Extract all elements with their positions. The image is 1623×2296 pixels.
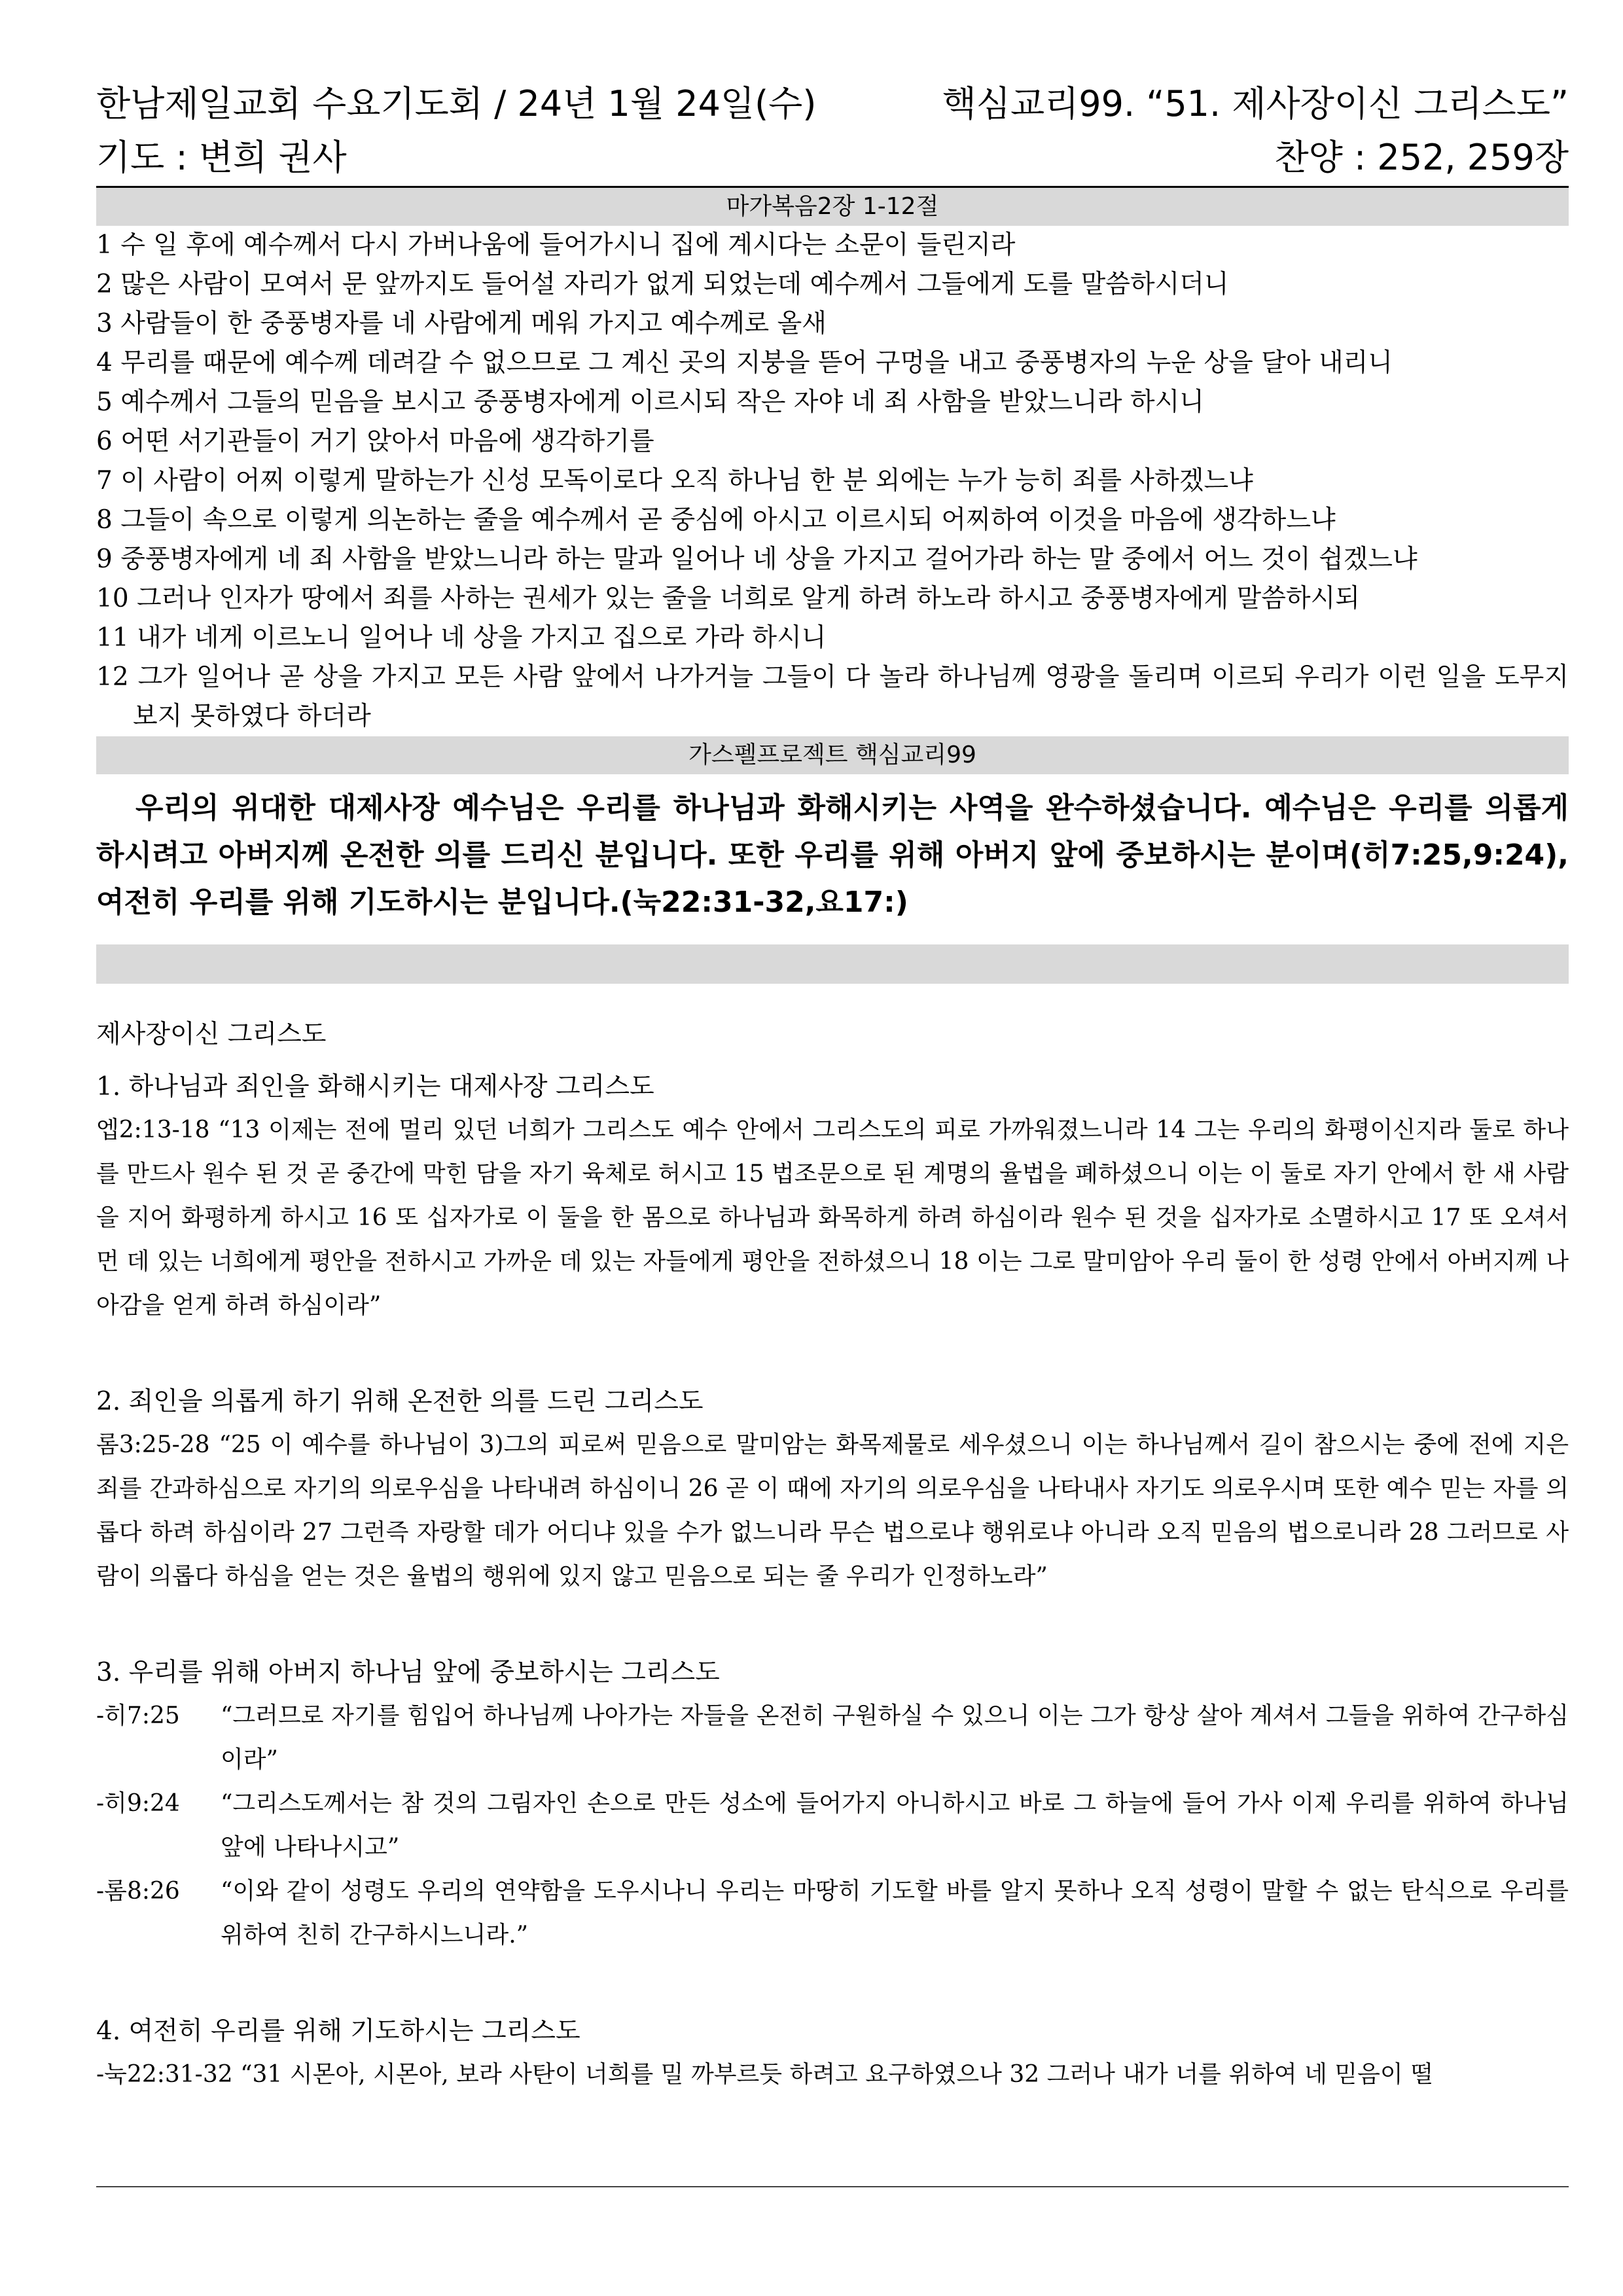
footer-divider xyxy=(96,2186,1569,2187)
reference-label: -롬8:26 xyxy=(96,1878,180,1905)
verse: 2 많은 사람이 모여서 문 앞까지도 들어설 자리가 없게 되었는데 예수께서 그들에게 도를 말씀하시더니 xyxy=(96,270,1229,299)
doctrine-title: 핵심교리99. “51. 제사장이신 그리스도” xyxy=(942,83,1569,124)
verse: 5 예수께서 그들의 믿음을 보시고 중풍병자에게 이르시되 작은 자야 네 죄 사함을 받았느니라 하시니 xyxy=(96,387,1204,417)
empty-band xyxy=(96,944,1569,984)
header-left xyxy=(96,77,816,131)
study-title: 제사장이신 그리스도 xyxy=(96,1020,327,1049)
scripture-title-band: 마가복음2장 1-12절 xyxy=(96,188,1569,226)
prayer-leader: 기도 : 변희 권사 xyxy=(96,137,347,178)
verse: 1 수 일 후에 예수께서 다시 가버나움에 들어가시니 집에 계시다는 소문이 들린지라 xyxy=(96,230,1016,260)
hymn-numbers: 찬양 : 252, 259장 xyxy=(1274,137,1569,178)
verse: 7 이 사람이 어찌 이렇게 말하는가 신성 모독이로다 오직 하나님 한 분 외에는 누가 능히 죄를 사하겠느냐 xyxy=(96,466,1253,495)
reference-label: -히7:25 xyxy=(96,1702,180,1729)
section-text: 엡2:13-18 “13 이제는 전에 멀리 있던 너희가 그리스도 예수 안에서 그리스도의 피로 가까워졌느니라 14 그는 우리의 화평이신지라 둘로 하나를 만드사 원수 된 것 곧 중간에 막힌 담을 자기 육체로 허시고 15 법조문으로 된 계명의 율법을 폐하셨으니 이는 이 둘로 자기 안에서 한 새 사람을 지어 화평하게 하시고 16 또 십자가로 이 둘을 한 몸으로 하나님과 화목하게 하려 하심이라 원수 된 것을 십자가로 소멸하시고 17 또 오셔서 먼 데 있는 너희에게 평안을 전하시고 가까운 데 있는 자들에게 평안을 전하셨으니 18 이는 그로 말미암아 우리 둘이 한 성령 안에서 아버지께 나아감을 얻게 하려 하심이라” xyxy=(96,1117,1569,1319)
section-text: -눅22:31-32 “31 시몬아, 시몬아, 보라 사탄이 너희를 밀 까부르듯 하려고 요구하였으나 32 그러나 내가 너를 위하여 네 믿음이 떨 xyxy=(96,2061,1433,2088)
verse: 8 그들이 속으로 이렇게 의논하는 줄을 예수께서 곧 중심에 아시고 이르시되 어찌하여 이것을 마음에 생각하느냐 xyxy=(96,505,1336,535)
section-heading: 3. 우리를 위해 아버지 하나님 앞에 중보하시는 그리스도 xyxy=(96,1658,720,1687)
section-heading: 1. 하나님과 죄인을 화해시키는 대제사장 그리스도 xyxy=(96,1072,654,1102)
section-text: 롬3:25-28 “25 이 예수를 하나님이 3)그의 피로써 믿음으로 말미암는 화목제물로 세우셨으니 이는 하나님께서 길이 참으시는 중에 전에 지은 죄를 간과하심으로 자기의 의로우심을 나타내려 하심이니 26 곧 이 때에 자기의 의로우심을 나타내사 자기도 의로우시며 또한 예수 믿는 자를 의롭다 하려 하심이라 27 그런즉 자랑할 데가 어디냐 있을 수가 없느니라 무슨 법으로냐 행위로냐 아니라 오직 믿음의 법으로니라 28 그러므로 사람이 의롭다 하심을 얻는 것은 율법의 행위에 있지 않고 믿음으로 되는 줄 우리가 인정하노라” xyxy=(96,1431,1569,1590)
verse: 10 그러나 인자가 땅에서 죄를 사하는 권세가 있는 줄을 너희로 알게 하려 하노라 하시고 중풍병자에게 말씀하시되 xyxy=(96,584,1360,613)
reference-label: -히9:24 xyxy=(96,1790,180,1817)
spacer xyxy=(96,1598,1569,1640)
spacer xyxy=(96,1957,1569,1999)
verse: 6 어떤 서기관들이 거기 앉아서 마음에 생각하기를 xyxy=(96,427,654,456)
header-row-2 xyxy=(96,131,1569,185)
doctrine-statement: 우리의 위대한 대제사장 예수님은 우리를 하나님과 화해시키는 사역을 완수하셨습니다. 예수님은 우리를 의롭게 하시려고 아버지께 온전한 의를 드리신 분입니다. 또한 우리를 위해 아버지 앞에 중보하시는 분이며(히7:25,9:24), 여전히 우리를 위해 기도하시는 분입니다.(눅22:31-32,요17:) xyxy=(96,791,1569,919)
verse: 12 그가 일어나 곧 상을 가지고 모든 사람 앞에서 나가거늘 그들이 다 놀라 하나님께 영광을 돌리며 이르되 우리가 이런 일을 도무지 보지 못하였다 하더라 xyxy=(96,662,1569,731)
scripture-verses xyxy=(96,226,1569,736)
reference-text: “그러므로 자기를 힘입어 하나님께 나아가는 자들을 온전히 구원하실 수 있으니 이는 그가 항상 살아 계셔서 그들을 위하여 간구하심이라” xyxy=(221,1702,1569,1773)
header-row-1 xyxy=(96,77,1569,131)
reference-item xyxy=(96,1694,1569,1782)
verse: 11 내가 네게 이르노니 일어나 네 상을 가지고 집으로 가라 하시니 xyxy=(96,623,827,653)
section-heading: 2. 죄인을 의롭게 하기 위해 온전한 의를 드린 그리스도 xyxy=(96,1387,704,1416)
church-meeting-date: 한남제일교회 수요기도회 / 24년 1월 24일(수) xyxy=(96,83,817,124)
reference-text: “이와 같이 성령도 우리의 연약함을 도우시나니 우리는 마땅히 기도할 바를 알지 못하나 오직 성령이 말할 수 없는 탄식으로 우리를 위하여 친히 간구하시느니라.” xyxy=(221,1878,1569,1948)
doctrine-band: 가스펠프로젝트 핵심교리99 xyxy=(96,736,1569,774)
verse: 3 사람들이 한 중풍병자를 네 사람에게 메워 가지고 예수께로 올새 xyxy=(96,309,827,338)
reference-item xyxy=(96,1782,1569,1869)
reference-text: “그리스도께서는 참 것의 그림자인 손으로 만든 성소에 들어가지 아니하시고 바로 그 하늘에 들어 가사 이제 우리를 위하여 하나님 앞에 나타나시고” xyxy=(221,1790,1569,1861)
spacer xyxy=(96,1327,1569,1369)
reference-item xyxy=(96,1869,1569,1957)
verse: 4 무리를 때문에 예수께 데려갈 수 없으므로 그 계신 곳의 지붕을 뜯어 구멍을 내고 중풍병자의 누운 상을 달아 내리니 xyxy=(96,348,1393,378)
bulletin-page xyxy=(96,77,1569,2096)
section-heading: 4. 여전히 우리를 위해 기도하시는 그리스도 xyxy=(96,2017,580,2046)
verse: 9 중풍병자에게 네 죄 사함을 받았느니라 하는 말과 일어나 네 상을 가지고 걸어가라 하는 말 중에서 어느 것이 쉽겠느냐 xyxy=(96,545,1418,574)
